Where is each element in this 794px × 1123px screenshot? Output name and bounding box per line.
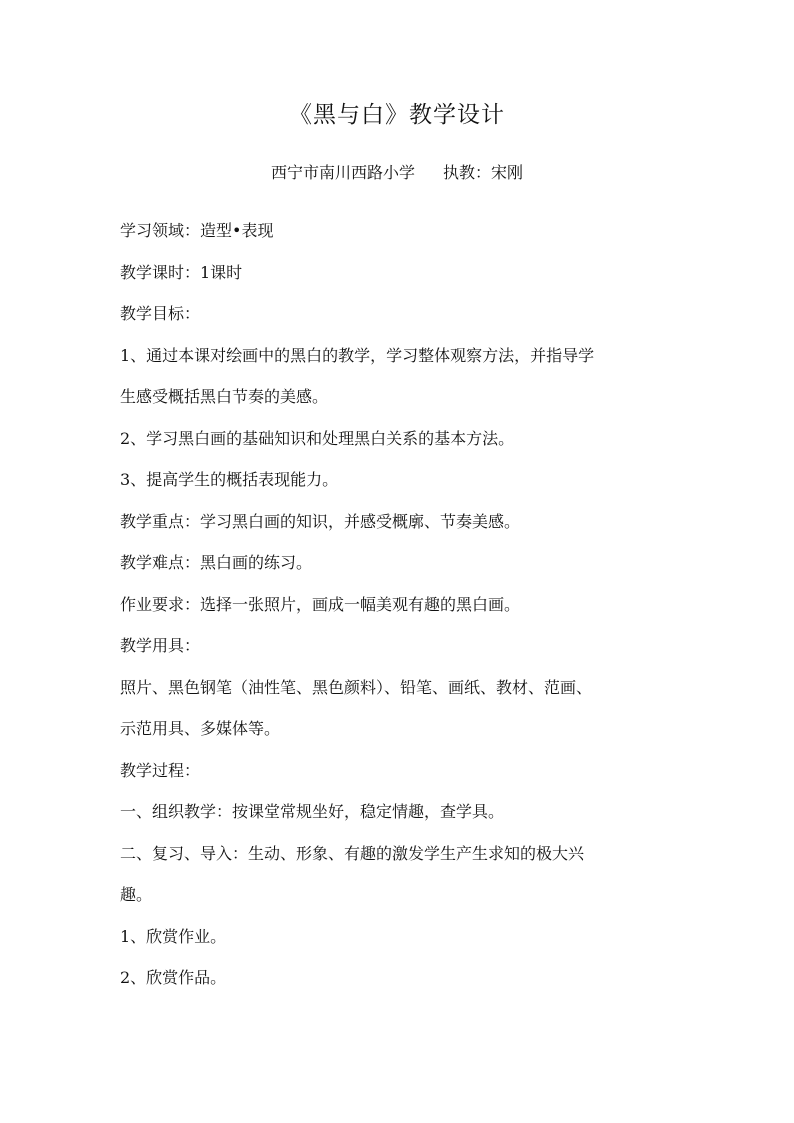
document-title: 《黑与白》教学设计 bbox=[289, 102, 505, 128]
teacher-name: 执教：宋刚 bbox=[443, 163, 524, 182]
body-line: 教学难点：黑白画的练习。 bbox=[120, 553, 313, 572]
body-line: 教学重点：学习黑白画的知识，并感受概廓、节奏美感。 bbox=[120, 511, 521, 531]
body-line: 示范用具、多媒体等。 bbox=[120, 719, 281, 738]
body-line: 生感受概括黑白节奏的美感。 bbox=[120, 387, 329, 406]
body-line: 一、组织教学：按课堂常规坐好，稳定情趣，查学具。 bbox=[120, 802, 505, 821]
body-line: 教学用具： bbox=[120, 636, 201, 655]
body-line: 1、通过本课对绘画中的黑白的教学，学习整体观察方法，并指导学 bbox=[120, 345, 595, 365]
document-subtitle bbox=[0, 158, 794, 188]
body-line: 教学过程： bbox=[120, 760, 201, 780]
body-line: 2、欣赏作品。 bbox=[120, 968, 227, 987]
body-line: 二、复习、导入：生动、形象、有趣的激发学生产生求知的极大兴 bbox=[120, 843, 585, 863]
body-line: 学习领域：造型•表现 bbox=[120, 221, 274, 240]
document-body bbox=[120, 210, 680, 999]
body-line: 教学课时：1课时 bbox=[120, 262, 243, 282]
body-line: 1、欣赏作业。 bbox=[120, 926, 227, 946]
body-line: 教学目标： bbox=[120, 304, 201, 323]
school-name: 西宁市南川西路小学 bbox=[270, 163, 415, 182]
body-line: 趣。 bbox=[120, 885, 153, 904]
body-line: 2、学习黑白画的基础知识和处理黑白关系的基本方法。 bbox=[120, 428, 515, 448]
body-line: 照片、黑色钢笔（油性笔、黑色颜料）、铅笔、画纸、教材、范画、 bbox=[120, 677, 593, 697]
body-line: 3、提高学生的概括表现能力。 bbox=[120, 470, 339, 489]
body-line: 作业要求：选择一张照片，画成一幅美观有趣的黑白画。 bbox=[120, 594, 521, 614]
